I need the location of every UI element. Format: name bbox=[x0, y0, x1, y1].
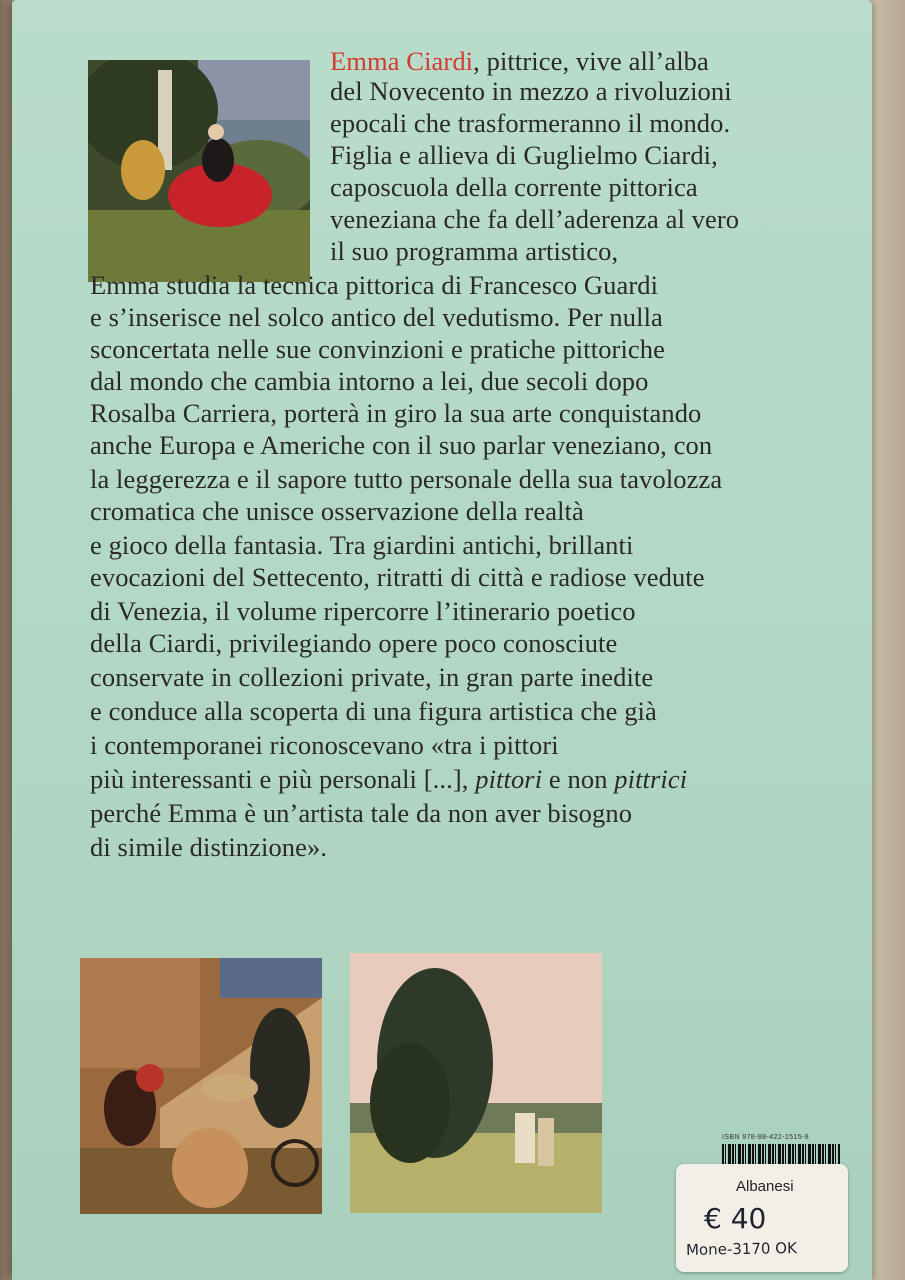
painting-cypress-landscape bbox=[350, 953, 602, 1213]
text-line-3: Figlia e allieva di Guglielmo Ciardi, bbox=[330, 140, 718, 170]
shop-name: Albanesi bbox=[736, 1178, 794, 1195]
text-line-24: di simile distinzione». bbox=[90, 832, 328, 862]
author-name: Emma Ciardi bbox=[330, 46, 474, 76]
text-line-6: il suo programma artistico, bbox=[330, 236, 619, 266]
text-line-11: Rosalba Carriera, porterà in giro la sua arte conquistando bbox=[90, 398, 702, 428]
text-line-4: caposcuola della corrente pittorica bbox=[330, 172, 698, 202]
text-line-10: dal mondo che cambia intorno a lei, due secoli dopo bbox=[90, 366, 649, 396]
text-line-19: conservate in collezioni private, in gran parte inedite bbox=[90, 662, 654, 692]
text-line-1: del Novecento in mezzo a rivoluzioni bbox=[330, 76, 732, 106]
text-line-7: Emma studia la tecnica pittorica di Francesco Guardi bbox=[90, 270, 659, 300]
painting-garden-lady-red-dress bbox=[88, 60, 310, 282]
text-line-13: la leggerezza e il sapore tutto personale della sua tavolozza bbox=[90, 464, 723, 494]
text-line-8: e s’inserisce nel solco antico del vedutismo. Per nulla bbox=[90, 302, 663, 332]
text-line-0: Emma Ciardi, pittrice, vive all’alba bbox=[330, 46, 709, 76]
text-line-18: della Ciardi, privilegiando opere poco conosciute bbox=[90, 628, 618, 658]
text-line-5: veneziana che fa dell’aderenza al vero bbox=[330, 204, 740, 234]
text-line-12: anche Europa e Americhe con il suo parlar veneziano, con bbox=[90, 430, 713, 460]
isbn-label: ISBN 978-88-422-1515-8 bbox=[722, 1134, 810, 1141]
handwritten-note: Mone-3170 OK bbox=[685, 1239, 798, 1259]
text-line-21: i contemporanei riconoscevano «tra i pittori bbox=[90, 730, 559, 760]
painting-villa-staircase-horseman bbox=[80, 958, 322, 1214]
price-value: € 40 bbox=[704, 1202, 767, 1235]
text-line-9: sconcertata nelle sue convinzioni e pratiche pittoriche bbox=[90, 334, 666, 364]
barcode bbox=[722, 1144, 840, 1166]
text-line-17: di Venezia, il volume ripercorre l’itinerario poetico bbox=[90, 596, 636, 626]
text-line-14: cromatica che unisce osservazione della realtà bbox=[90, 496, 584, 526]
text-line-2: epocali che trasformeranno il mondo. bbox=[330, 108, 731, 138]
text-line-23: perché Emma è un’artista tale da non aver bisogno bbox=[90, 798, 633, 828]
text-line-20: e conduce alla scoperta di una figura artistica che già bbox=[90, 696, 657, 726]
text-line-22: più interessanti e più personali [...], pittori e non pittrici bbox=[90, 764, 688, 794]
book-back-cover bbox=[12, 0, 872, 1280]
text-line-16: evocazioni del Settecento, ritratti di città e radiose vedute bbox=[90, 562, 705, 592]
text-line-15: e gioco della fantasia. Tra giardini antichi, brillanti bbox=[90, 530, 634, 560]
price-sticker bbox=[676, 1164, 848, 1272]
